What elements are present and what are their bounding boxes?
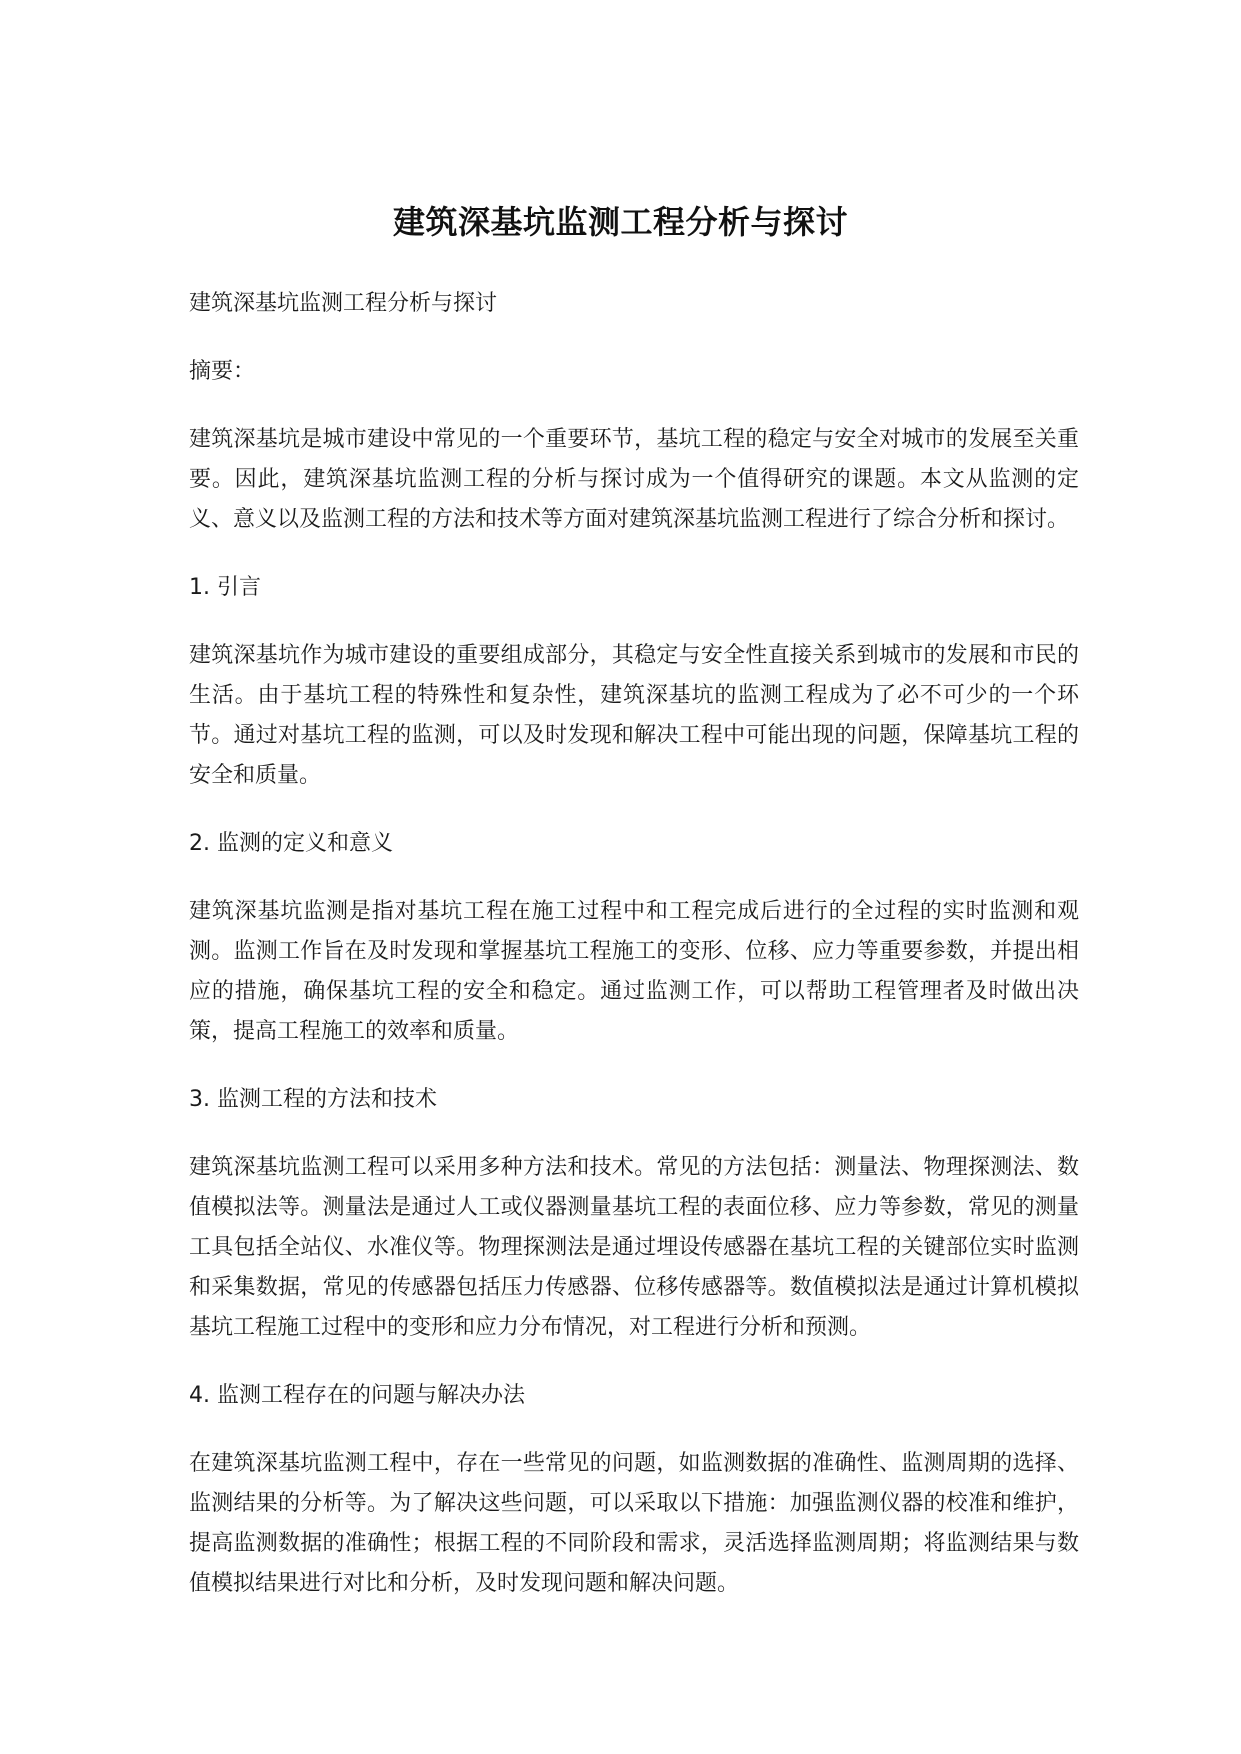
section-heading-problems: 4. 监测工程存在的问题与解决办法 xyxy=(189,1383,525,1408)
document-subtitle: 建筑深基坑监测工程分析与探讨 xyxy=(189,291,498,316)
document-body xyxy=(189,284,1079,1632)
section-heading-definition: 2. 监测的定义和意义 xyxy=(189,831,393,856)
section-body-methods: 建筑深基坑监测工程可以采用多种方法和技术。常见的方法包括：测量法、物理探测法、数值模拟法等。测量法是通过人工或仪器测量基坑工程的表面位移、应力等参数，常见的测量工具包括全站仪、水准仪等。物理探测法是通过埋设传感器在基坑工程的关键部位实时监测和采集数据，常见的传感器包括压力传感器、位移传感器等。数值模拟法是通过计算机模拟基坑工程施工过程中的变形和应力分布情况，对工程进行分析和预测。 xyxy=(189,1155,1079,1340)
document-title: 建筑深基坑监测工程分析与探讨 xyxy=(392,203,848,242)
section-heading-introduction: 1. 引言 xyxy=(189,575,261,600)
abstract-text: 建筑深基坑是城市建设中常见的一个重要环节，基坑工程的稳定与安全对城市的发展至关重要。因此，建筑深基坑监测工程的分析与探讨成为一个值得研究的课题。本文从监测的定义、意义以及监测工程的方法和技术等方面对建筑深基坑监测工程进行了综合分析和探讨。 xyxy=(189,427,1079,532)
section-heading-methods: 3. 监测工程的方法和技术 xyxy=(189,1087,437,1112)
section-body-definition: 建筑深基坑监测是指对基坑工程在施工过程中和工程完成后进行的全过程的实时监测和观测。监测工作旨在及时发现和掌握基坑工程施工的变形、位移、应力等重要参数，并提出相应的措施，确保基坑工程的安全和稳定。通过监测工作，可以帮助工程管理者及时做出决策，提高工程施工的效率和质量。 xyxy=(189,899,1079,1044)
section-body-problems: 在建筑深基坑监测工程中，存在一些常见的问题，如监测数据的准确性、监测周期的选择、监测结果的分析等。为了解决这些问题，可以采取以下措施：加强监测仪器的校准和维护，提高监测数据的准确性；根据工程的不同阶段和需求，灵活选择监测周期；将监测结果与数值模拟结果进行对比和分析，及时发现问题和解决问题。 xyxy=(189,1451,1079,1596)
section-body-introduction: 建筑深基坑作为城市建设的重要组成部分，其稳定与安全性直接关系到城市的发展和市民的生活。由于基坑工程的特殊性和复杂性，建筑深基坑的监测工程成为了必不可少的一个环节。通过对基坑工程的监测，可以及时发现和解决工程中可能出现的问题，保障基坑工程的安全和质量。 xyxy=(189,643,1079,788)
abstract-label: 摘要： xyxy=(189,359,256,384)
